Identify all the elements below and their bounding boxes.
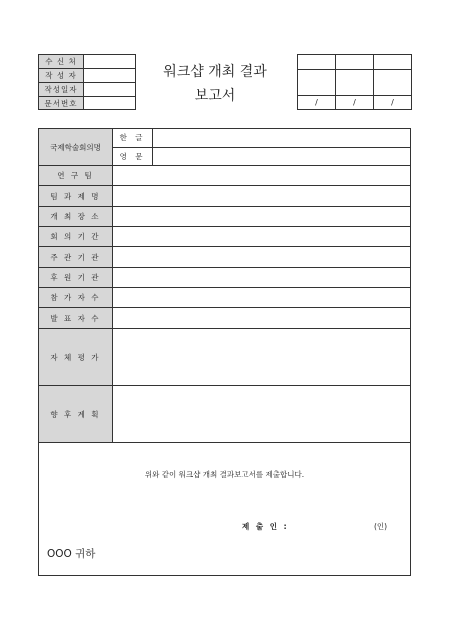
approval-title-cell[interactable]: [374, 55, 411, 70]
future-plan-label: 향 후 계 획: [39, 386, 113, 442]
approval-sign-cell[interactable]: [374, 70, 411, 96]
team-task-row: [39, 186, 410, 207]
research-team-label: 연 구 팀: [39, 166, 113, 185]
report-form: [38, 128, 411, 576]
host-org-field[interactable]: [113, 247, 410, 267]
period-label: 회 의 기 간: [39, 227, 113, 246]
doc-number-row: [39, 97, 135, 109]
period-row: [39, 227, 410, 247]
author-field[interactable]: [84, 69, 135, 82]
presenters-row: [39, 308, 410, 329]
author-row: [39, 69, 135, 83]
doc-number-label: 문서번호: [39, 97, 84, 109]
research-team-field[interactable]: [113, 166, 410, 185]
recipient-field[interactable]: [84, 55, 135, 68]
submitter-label: 제 출 인 :: [242, 522, 289, 531]
presenters-field[interactable]: [113, 308, 410, 328]
approval-column: [298, 55, 336, 109]
host-org-row: [39, 247, 410, 268]
approval-column: [374, 55, 411, 109]
approval-column: [336, 55, 374, 109]
approval-grid: [297, 54, 412, 110]
host-org-label: 주 관 기 관: [39, 247, 113, 267]
research-team-row: [39, 166, 410, 186]
approval-sign-cell[interactable]: [336, 70, 373, 96]
self-eval-field[interactable]: [113, 329, 410, 385]
self-eval-row: [39, 329, 410, 386]
approval-date-cell[interactable]: /: [315, 98, 318, 107]
conference-name-subrows: [113, 129, 410, 165]
korean-name-field[interactable]: [153, 129, 410, 147]
english-name-field[interactable]: [153, 148, 410, 166]
future-plan-row: [39, 386, 410, 443]
approval-date-cell[interactable]: /: [353, 98, 356, 107]
doc-number-field[interactable]: [84, 97, 135, 109]
date-field[interactable]: [84, 83, 135, 96]
self-eval-label: 자 체 평 가: [39, 329, 113, 385]
team-task-field[interactable]: [113, 186, 410, 206]
future-plan-field[interactable]: [113, 386, 410, 442]
english-label: 영 문: [113, 148, 153, 166]
author-label: 작 성 자: [39, 69, 84, 82]
date-row: [39, 83, 135, 97]
conference-name-label: 국제학술회의명: [39, 129, 113, 165]
sponsor-org-field[interactable]: [113, 268, 410, 287]
team-task-label: 팀 과 제 명: [39, 186, 113, 206]
approval-title-cell[interactable]: [336, 55, 373, 70]
title-line-2: 보고서: [194, 88, 236, 104]
venue-label: 개 최 장 소: [39, 207, 113, 226]
recipient-row: [39, 55, 135, 69]
korean-name-row: [113, 129, 410, 148]
sponsor-org-label: 후 원 기 관: [39, 268, 113, 287]
recipient-label: 수 신 처: [39, 55, 84, 68]
recipient-text: OOO 귀하: [47, 548, 96, 560]
date-label: 작성일자: [39, 83, 84, 96]
participants-field[interactable]: [113, 288, 410, 307]
conference-name-row: [39, 129, 410, 166]
seal-label: (인): [374, 522, 388, 531]
document-title: [150, 60, 280, 108]
submission-statement: 위와 같이 워크샵 개최 결과보고서를 제출합니다.: [144, 470, 305, 479]
venue-field[interactable]: [113, 207, 410, 226]
period-field[interactable]: [113, 227, 410, 246]
presenters-label: 발 표 자 수: [39, 308, 113, 328]
approval-date-cell[interactable]: /: [391, 98, 394, 107]
venue-row: [39, 207, 410, 227]
participants-row: [39, 288, 410, 308]
submitter-field[interactable]: [291, 517, 371, 531]
approval-title-cell[interactable]: [298, 55, 335, 70]
korean-label: 한 글: [113, 129, 153, 147]
title-line-1: 워크샵 개최 결과: [163, 64, 267, 80]
document-info-table: [38, 54, 136, 110]
english-name-row: [113, 148, 410, 166]
participants-label: 참 가 자 수: [39, 288, 113, 307]
sponsor-org-row: [39, 268, 410, 288]
approval-sign-cell[interactable]: [298, 70, 335, 96]
